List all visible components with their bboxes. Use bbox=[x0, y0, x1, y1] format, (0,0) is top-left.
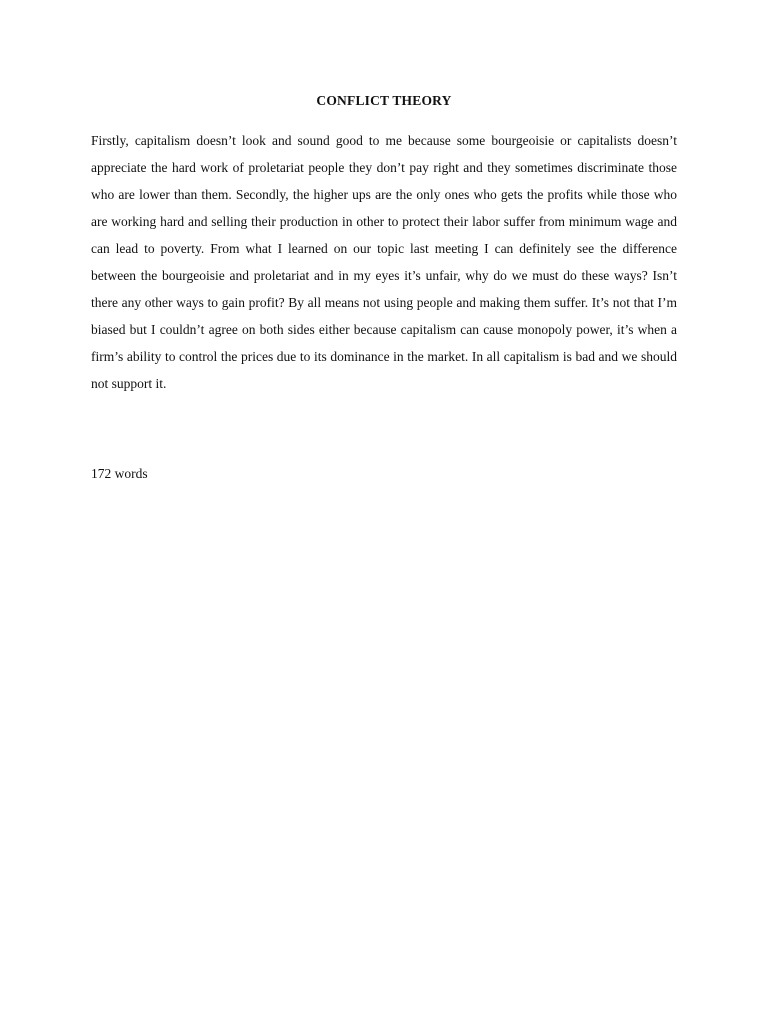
body-paragraph: Firstly, capitalism doesn’t look and sound good to me because some bourgeoisie or capitalists doesn’t appreciate the hard work of proletariat people they don’t pay right and they sometimes discriminate those who are lower than them. Secondly, the higher ups are the only ones who gets the profits while those who are working hard and selling their production in other to protect their labor suffer from minimum wage and can lead to poverty. From what I learned on our topic last meeting I can definitely see the difference between the bourgeoisie and proletariat and in my eyes it’s unfair, why do we must do these ways? Isn’t there any other ways to gain profit? By all means not using people and making them suffer. It’s not that I’m biased but I couldn’t agree on both sides either because capitalism can cause monopoly power, it’s when a firm’s ability to control the prices due to its dominance in the market. In all capitalism is bad and we should not support it. bbox=[91, 133, 677, 391]
document-title: CONFLICT THEORY bbox=[316, 93, 452, 108]
word-count: 172 words bbox=[91, 466, 148, 481]
